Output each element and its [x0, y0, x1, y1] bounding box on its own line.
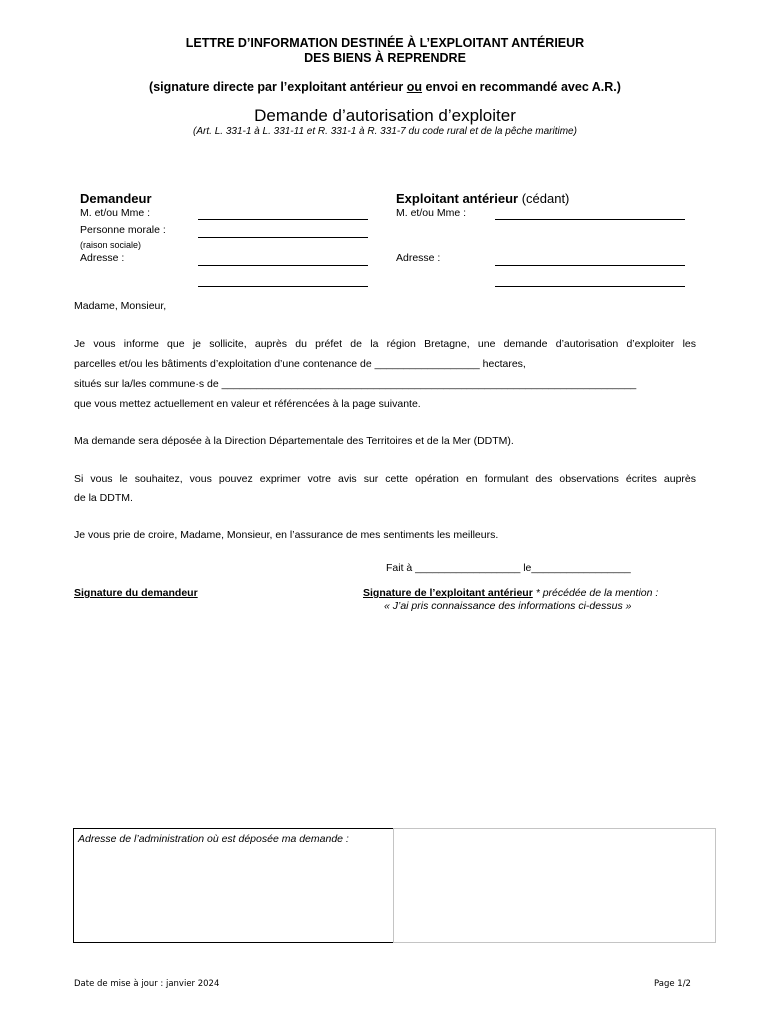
letter-greeting: Madame, Monsieur,: [74, 300, 167, 312]
subtitle-post: envoi en recommandé avec A.R.): [422, 80, 621, 94]
demandeur-pm-label: Personne morale :: [80, 224, 166, 236]
exploitant-heading-main: Exploitant antérieur: [396, 191, 519, 206]
admin-address-field[interactable]: [393, 828, 716, 943]
signature-exploitant-label: [363, 587, 658, 599]
closing-formula: Je vous prie de croire, Madame, Monsieur, en l’assurance de mes sentiments les meilleurs.: [74, 529, 499, 541]
demandeur-rs-label: (raison sociale): [80, 240, 142, 250]
document-subtitle: [0, 80, 770, 94]
signature-mention-text: « J’ai pris connaissance des informations ci-dessus »: [384, 600, 632, 612]
admin-address-box: [73, 828, 394, 943]
demandeur-name-field[interactable]: [198, 219, 368, 220]
paragraph-1-line-1: Je vous informe que je sollicite, auprès du préfet de la région Bretagne, une demande d’autorisation d’exploiter les: [74, 338, 696, 350]
admin-address-label: Adresse de l’administration où est déposée ma demande :: [78, 833, 349, 845]
form-title: Demande d’autorisation d’exploiter: [254, 106, 516, 125]
exploitant-name-field[interactable]: [495, 219, 685, 220]
paragraph-1-line-4: que vous mettez actuellement en valeur et référencées à la page suivante.: [74, 398, 421, 410]
exploitant-heading-suffix: (cédant): [518, 191, 570, 206]
fait-a-line: Fait à __________________ le_________________: [386, 562, 631, 574]
document-title-line2: DES BIENS À REPRENDRE: [304, 51, 466, 65]
demandeur-heading: Demandeur: [80, 191, 152, 206]
subtitle-pre: (signature directe par l’exploitant antérieur: [149, 80, 407, 94]
paragraph-3-line-1: Si vous le souhaitez, vous pouvez exprimer votre avis sur cette opération en formulant des observations écrites auprès: [74, 473, 696, 485]
exploitant-address-field-2[interactable]: [495, 286, 685, 287]
exploitant-address-label: Adresse :: [396, 252, 441, 264]
exploitant-heading: [396, 191, 569, 206]
demandeur-pm-field[interactable]: [198, 237, 368, 238]
paragraph-2: Ma demande sera déposée à la Direction Départementale des Territoires et de la Mer (DDTM).: [74, 435, 514, 447]
exploitant-address-field-1[interactable]: [495, 265, 685, 266]
signature-exploitant-mention: * précédée de la mention :: [532, 587, 659, 599]
document-title-line1: LETTRE D’INFORMATION DESTINÉE À L’EXPLOITANT ANTÉRIEUR: [185, 36, 585, 50]
demandeur-name-label: M. et/ou Mme :: [80, 207, 151, 219]
paragraph-1-line-3: situés sur la/les commune·s de _______________________________________________________________________: [74, 378, 637, 390]
signature-demandeur-label: Signature du demandeur: [74, 587, 198, 599]
paragraph-1-line-2: parcelles et/ou les bâtiments d’exploitation d’une contenance de __________________ hectares,: [74, 358, 526, 370]
exploitant-name-label: M. et/ou Mme :: [396, 207, 467, 219]
paragraph-3-line-2: de la DDTM.: [74, 492, 133, 504]
demandeur-address-field-2[interactable]: [198, 286, 368, 287]
footer-update-date: Date de mise à jour : janvier 2024: [74, 979, 220, 989]
legal-reference: (Art. L. 331-1 à L. 331-11 et R. 331-1 à R. 331-7 du code rural et de la pêche maritime): [193, 126, 577, 137]
signature-exploitant-title: Signature de l’exploitant antérieur: [363, 587, 533, 599]
demandeur-address-field-1[interactable]: [198, 265, 368, 266]
footer-page-number: Page 1/2: [654, 979, 691, 989]
subtitle-ou: ou: [406, 80, 423, 94]
demandeur-address-label: Adresse :: [80, 252, 125, 264]
